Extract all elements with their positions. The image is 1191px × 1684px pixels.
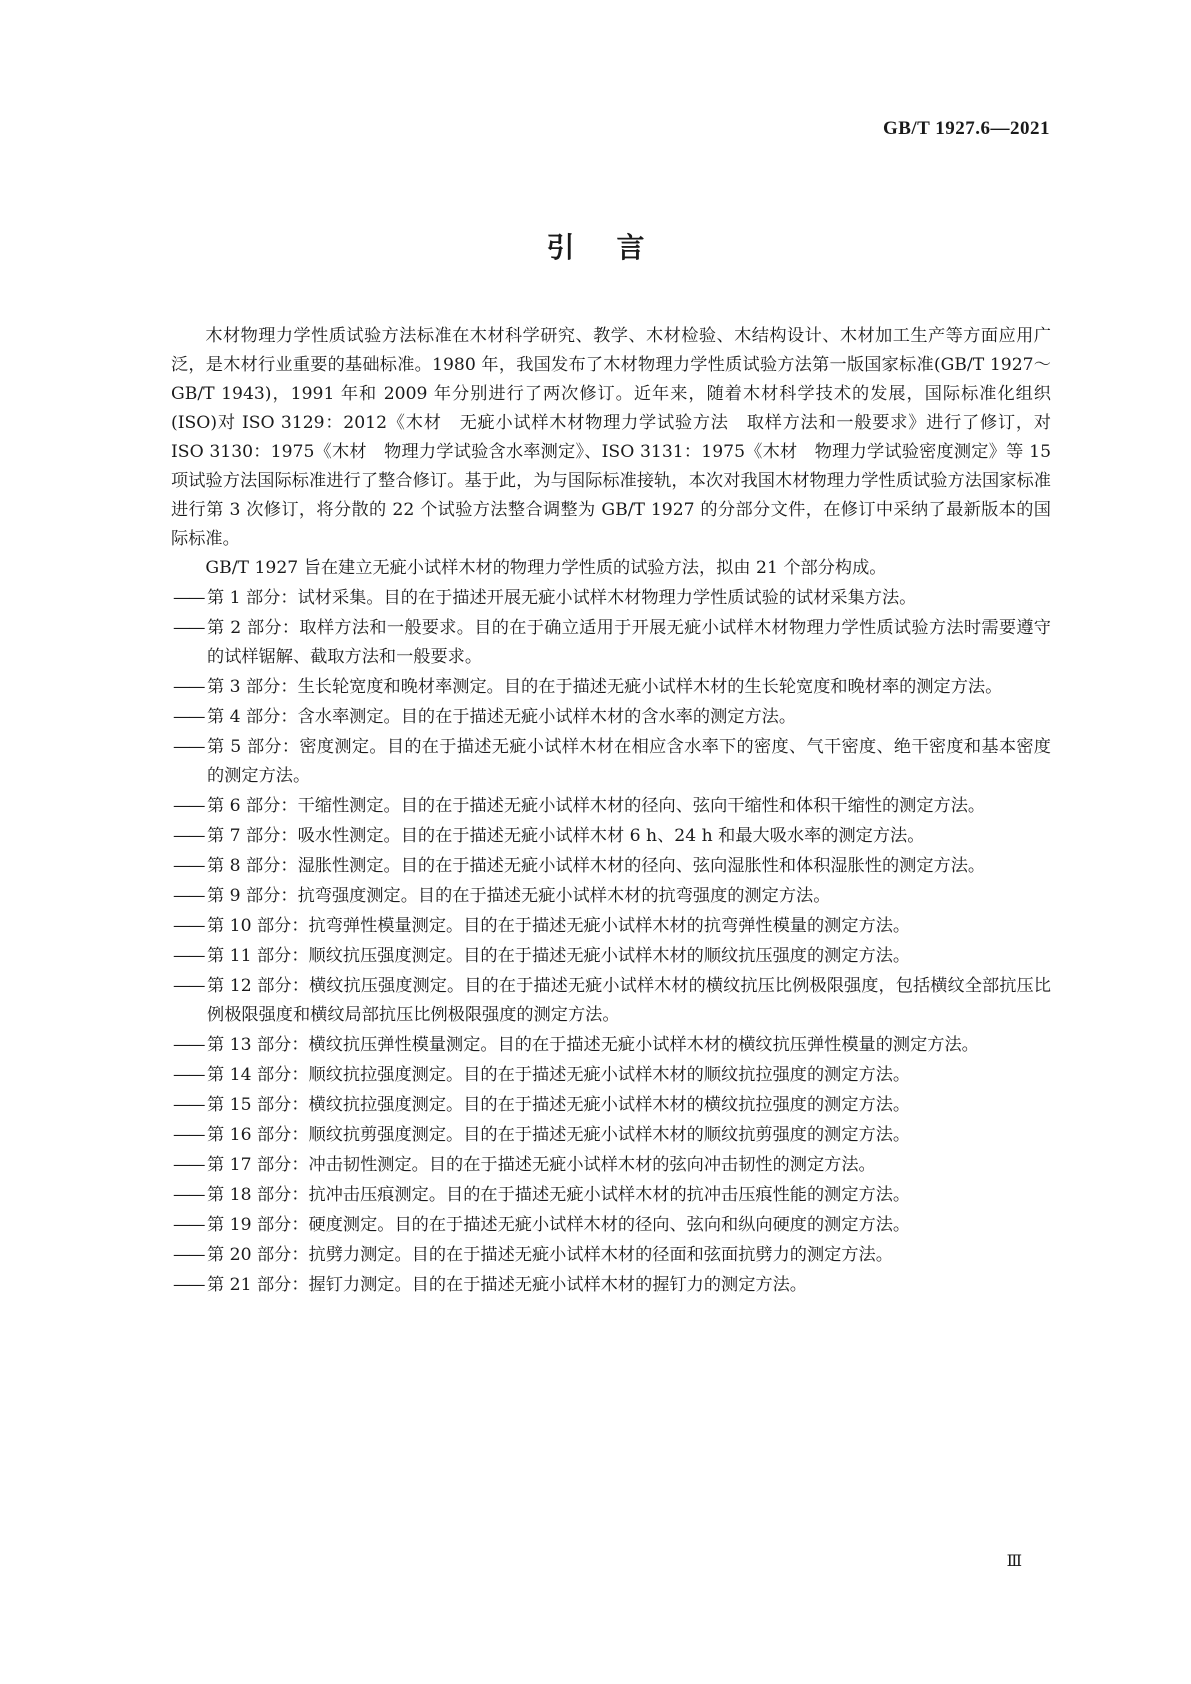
list-item-text: 第 1 部分：试材采集。目的在于描述开展无疵小试样木材物理力学性质试验的试材采集方法。 bbox=[207, 588, 917, 608]
list-item bbox=[171, 1271, 1051, 1300]
list-dash: —— bbox=[173, 1035, 204, 1055]
list-item-text: 第 8 部分：湿胀性测定。目的在于描述无疵小试样木材的径向、弦向湿胀性和体积湿胀性的测定方法。 bbox=[207, 856, 986, 876]
list-dash: —— bbox=[173, 856, 204, 876]
list-dash: —— bbox=[173, 737, 204, 757]
list-dash: —— bbox=[173, 618, 204, 638]
list-item-text: 第 4 部分：含水率测定。目的在于描述无疵小试样木材的含水率的测定方法。 bbox=[207, 707, 797, 727]
list-item-text: 第 15 部分：横纹抗拉强度测定。目的在于描述无疵小试样木材的横纹抗拉强度的测定方法。 bbox=[207, 1095, 911, 1115]
list-item-text: 第 5 部分：密度测定。目的在于描述无疵小试样木材在相应含水率下的密度、气干密度、绝干密度和基本密度的测定方法。 bbox=[207, 737, 1051, 786]
list-item bbox=[171, 972, 1051, 1030]
list-dash: —— bbox=[173, 1095, 204, 1115]
page-number: Ⅲ bbox=[1006, 1553, 1022, 1570]
list-item bbox=[171, 1061, 1051, 1090]
list-item-text: 第 6 部分：干缩性测定。目的在于描述无疵小试样木材的径向、弦向干缩性和体积干缩性的测定方法。 bbox=[207, 796, 986, 816]
list-dash: —— bbox=[173, 1125, 204, 1145]
list-item-text: 第 18 部分：抗冲击压痕测定。目的在于描述无疵小试样木材的抗冲击压痕性能的测定方法。 bbox=[207, 1185, 911, 1205]
list-item bbox=[171, 792, 1051, 821]
list-item-text: 第 19 部分：硬度测定。目的在于描述无疵小试样木材的径向、弦向和纵向硬度的测定方法。 bbox=[207, 1215, 911, 1235]
list-dash: —— bbox=[173, 796, 204, 816]
list-dash: —— bbox=[173, 1065, 204, 1085]
list-dash: —— bbox=[173, 826, 204, 846]
list-item-text: 第 2 部分：取样方法和一般要求。目的在于确立适用于开展无疵小试样木材物理力学性质试验方法时需要遵守的试样锯解、截取方法和一般要求。 bbox=[207, 618, 1051, 667]
list-item-text: 第 13 部分：横纹抗压弹性模量测定。目的在于描述无疵小试样木材的横纹抗压弹性模量的测定方法。 bbox=[207, 1035, 979, 1055]
list-item-text: 第 16 部分：顺纹抗剪强度测定。目的在于描述无疵小试样木材的顺纹抗剪强度的测定方法。 bbox=[207, 1125, 911, 1145]
list-item-text: 第 12 部分：横纹抗压强度测定。目的在于描述无疵小试样木材的横纹抗压比例极限强度，包括横纹全部抗压比例极限强度和横纹局部抗压比例极限强度的测定方法。 bbox=[207, 976, 1051, 1025]
list-dash: —— bbox=[173, 1155, 204, 1175]
list-dash: —— bbox=[173, 588, 204, 608]
list-item-text: 第 3 部分：生长轮宽度和晚材率测定。目的在于描述无疵小试样木材的生长轮宽度和晚材率的测定方法。 bbox=[207, 677, 1003, 697]
page-title: 引言 bbox=[546, 231, 687, 264]
standard-number: GB/T 1927.6—2021 bbox=[882, 118, 1050, 139]
list-item bbox=[171, 1091, 1051, 1120]
list-item bbox=[171, 852, 1051, 881]
list-item bbox=[171, 1151, 1051, 1180]
document-body bbox=[171, 322, 1051, 1300]
list-item-text: 第 20 部分：抗劈力测定。目的在于描述无疵小试样木材的径面和弦面抗劈力的测定方法。 bbox=[207, 1245, 893, 1265]
list-item bbox=[171, 912, 1051, 941]
list-item-text: 第 21 部分：握钉力测定。目的在于描述无疵小试样木材的握钉力的测定方法。 bbox=[207, 1275, 807, 1295]
list-item bbox=[171, 1181, 1051, 1210]
list-item bbox=[171, 1031, 1051, 1060]
scope-paragraph: GB/T 1927 旨在建立无疵小试样木材的物理力学性质的试验方法，拟由 21 个部分构成。 bbox=[205, 558, 887, 578]
list-item bbox=[171, 882, 1051, 911]
list-dash: —— bbox=[173, 916, 204, 936]
list-dash: —— bbox=[173, 1215, 204, 1235]
list-dash: —— bbox=[173, 677, 204, 697]
list-dash: —— bbox=[173, 707, 204, 727]
list-dash: —— bbox=[173, 976, 204, 996]
parts-list bbox=[171, 584, 1051, 1300]
list-dash: —— bbox=[173, 1275, 204, 1295]
list-item-text: 第 11 部分：顺纹抗压强度测定。目的在于描述无疵小试样木材的顺纹抗压强度的测定方法。 bbox=[207, 946, 911, 966]
list-item bbox=[171, 673, 1051, 702]
list-item bbox=[171, 1211, 1051, 1240]
list-item-text: 第 14 部分：顺纹抗拉强度测定。目的在于描述无疵小试样木材的顺纹抗拉强度的测定方法。 bbox=[207, 1065, 911, 1085]
list-item-text: 第 10 部分：抗弯弹性模量测定。目的在于描述无疵小试样木材的抗弯弹性模量的测定方法。 bbox=[207, 916, 911, 936]
intro-paragraph: 木材物理力学性质试验方法标准在木材科学研究、教学、木材检验、木结构设计、木材加工生产等方面应用广泛，是木材行业重要的基础标准。1980 年，我国发布了木材物理力学性质试验方法第一版国家标准(GB/T 1927～GB/T 1943)，1991 年和 2009 年分别进行了两次修订。近年来，随着木材科学技术的发展，国际标准化组织(ISO)对 ISO 3129：2012《木材 无疵小试样木材物理力学试验方法 取样方法和一般要求》进行了修订，对 ISO 3130：1975《木材 物理力学试验含水率测定》、ISO 3131：1975《木材 物理力学试验密度测定》等 15 项试验方法国际标准进行了整合修订。基于此，为与国际标准接轨，本次对我国木材物理力学性质试验方法国家标准进行第 3 次修订，将分散的 22 个试验方法整合调整为 GB/T 1927 的分部分文件，在修订中采纳了最新版本的国际标准。 bbox=[171, 326, 1051, 549]
list-dash: —— bbox=[173, 886, 204, 906]
list-item bbox=[171, 942, 1051, 971]
list-item bbox=[171, 822, 1051, 851]
list-item bbox=[171, 703, 1051, 732]
list-item-text: 第 9 部分：抗弯强度测定。目的在于描述无疵小试样木材的抗弯强度的测定方法。 bbox=[207, 886, 831, 906]
list-item bbox=[171, 584, 1051, 613]
list-item bbox=[171, 733, 1051, 791]
list-item bbox=[171, 1121, 1051, 1150]
list-item bbox=[171, 1241, 1051, 1270]
list-item bbox=[171, 614, 1051, 672]
list-dash: —— bbox=[173, 946, 204, 966]
list-item-text: 第 7 部分：吸水性测定。目的在于描述无疵小试样木材 6 h、24 h 和最大吸水率的测定方法。 bbox=[207, 826, 925, 846]
list-dash: —— bbox=[173, 1185, 204, 1205]
list-item-text: 第 17 部分：冲击韧性测定。目的在于描述无疵小试样木材的弦向冲击韧性的测定方法。 bbox=[207, 1155, 876, 1175]
list-dash: —— bbox=[173, 1245, 204, 1265]
